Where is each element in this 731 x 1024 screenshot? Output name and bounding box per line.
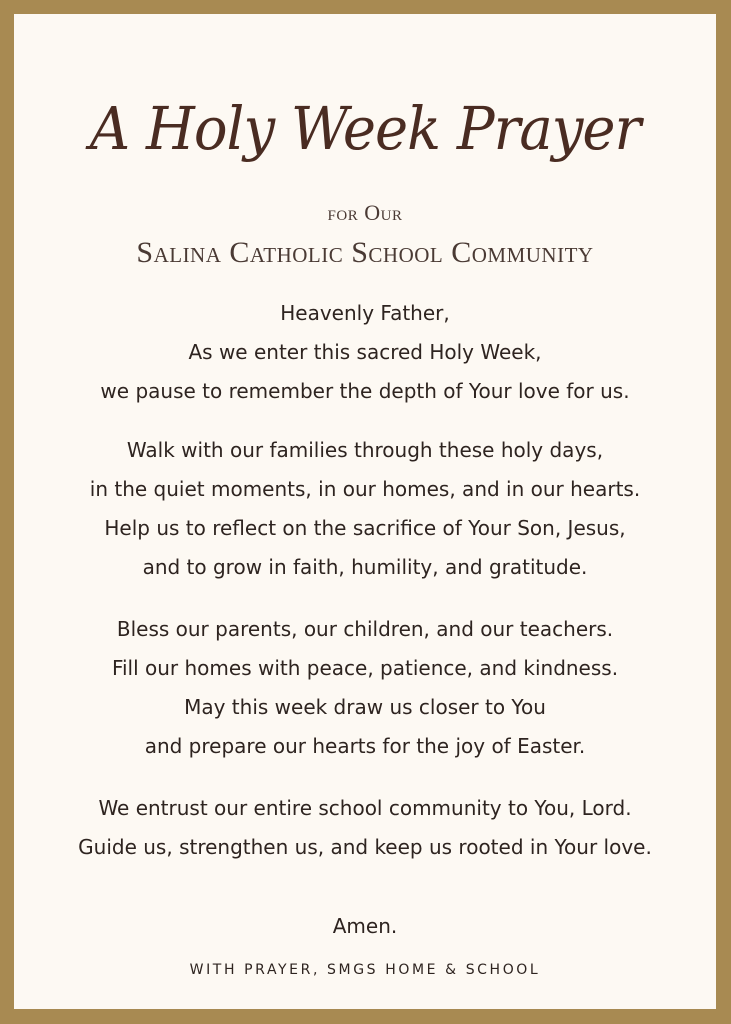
closing-amen <box>14 907 716 946</box>
stanza-1 <box>14 294 716 411</box>
prayer-line: we pause to remember the depth of Your love for us. <box>100 379 630 403</box>
footer-signature: WITH PRAYER, SMGS HOME & SCHOOL <box>189 962 541 978</box>
subtitle-community: Salina Catholic School Community <box>136 236 594 269</box>
prayer-line: Heavenly Father, <box>280 301 450 325</box>
prayer-line: As we enter this sacred Holy Week, <box>188 340 542 364</box>
amen-text: Amen. <box>332 914 398 938</box>
subtitle-for-our: for Our <box>327 200 403 225</box>
prayer-line: We entrust our entire school community to You, Lord. <box>98 796 632 820</box>
prayer-line: Walk with our families through these holy days, <box>126 438 604 462</box>
stanza-2 <box>14 431 716 587</box>
prayer-line: in the quiet moments, in our homes, and in our hearts. <box>89 477 641 501</box>
prayer-line: Bless our parents, our children, and our teachers. <box>116 617 614 641</box>
prayer-line: Help us to reflect on the sacrifice of Your Son, Jesus, <box>104 516 626 540</box>
prayer-line: Fill our homes with peace, patience, and kindness. <box>111 656 619 680</box>
page-title: A Holy Week Prayer <box>89 95 641 164</box>
stanza-3 <box>14 610 716 766</box>
stanza-4 <box>14 789 716 867</box>
prayer-line: and prepare our hearts for the joy of Easter. <box>144 734 586 758</box>
prayer-line: and to grow in faith, humility, and gratitude. <box>142 555 588 579</box>
prayer-line: Guide us, strengthen us, and keep us rooted in Your love. <box>78 835 652 859</box>
prayer-line: May this week draw us closer to You <box>184 695 546 719</box>
prayer-card <box>14 14 716 1009</box>
